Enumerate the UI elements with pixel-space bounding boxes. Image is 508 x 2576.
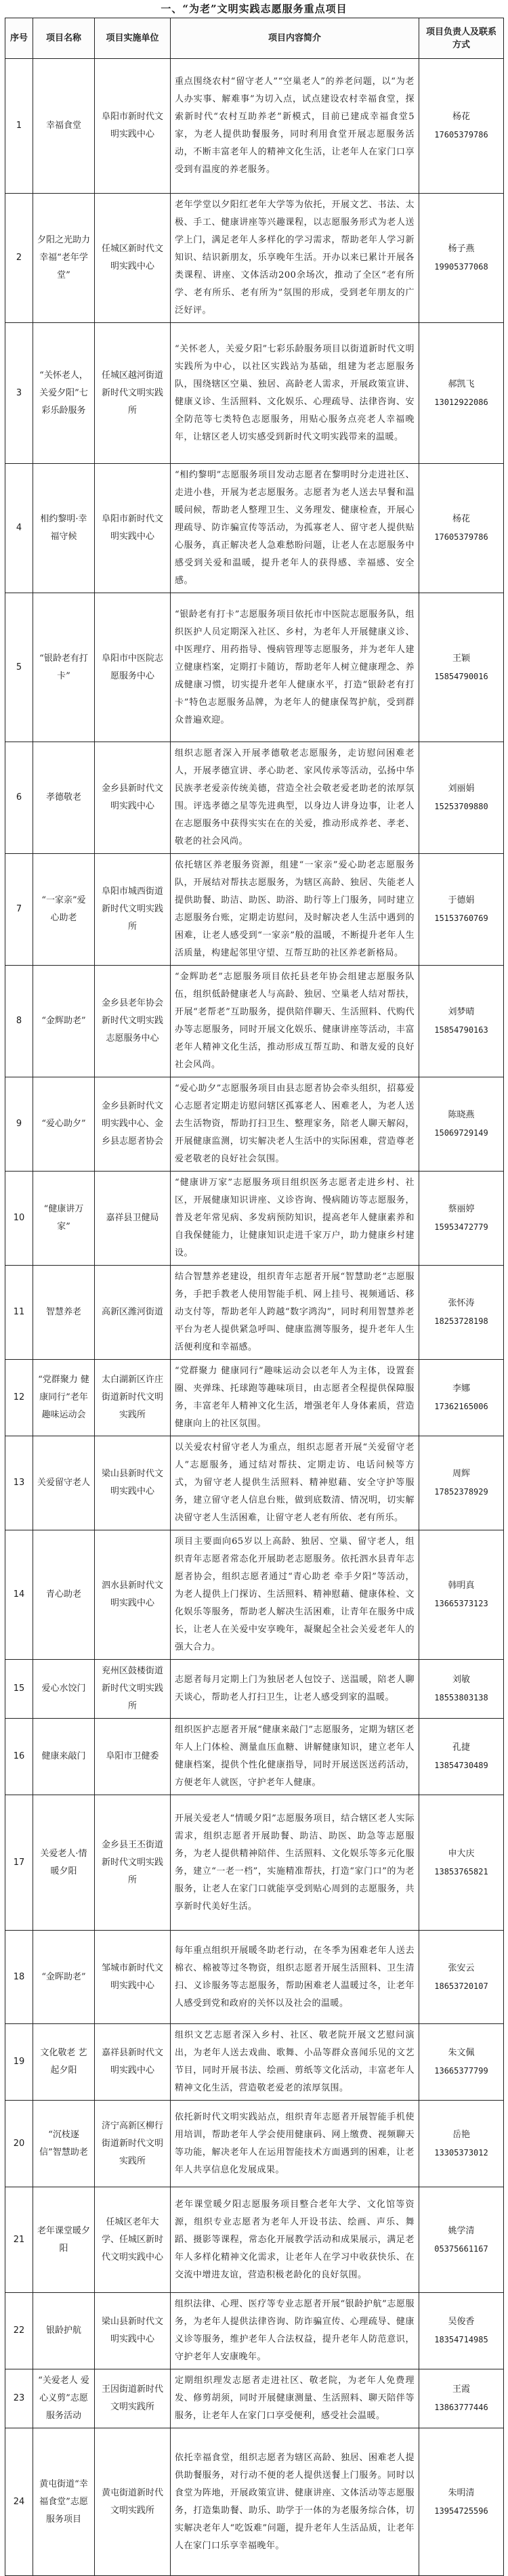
table-row	[5, 1360, 504, 1436]
contact-phone-number: 18354714985	[434, 2335, 488, 2344]
cell-no: 16	[5, 1719, 33, 1795]
table-row	[5, 1436, 504, 1530]
cell-implementing-unit: 嘉祥县新时代文明实践中心	[95, 2024, 171, 2101]
cell-contact	[419, 1795, 504, 1931]
cell-no: 14	[5, 1530, 33, 1660]
table-row	[5, 742, 504, 854]
cell-contact	[419, 1931, 504, 2024]
contact-phone-number: 15854790016	[434, 671, 488, 681]
contact-person-name: 姚学清	[448, 2225, 475, 2236]
cell-no: 11	[5, 1266, 33, 1360]
cell-project-description: 依托新时代文明实践站点，组织青年志愿者开展智能手机使用培训，帮助老年人学会使用健康码、网上缴费、视频聊天等功能，解决老年人在运用智能技术方面遇到的困难，让老年人共享信息化发展成果。	[171, 2101, 419, 2187]
cell-project-name: 健康来敲门	[33, 1719, 95, 1795]
cell-implementing-unit: 金乡县老年协会新时代文明实践志愿服务中心	[95, 966, 171, 1077]
cell-implementing-unit: 梁山县新时代文明实践中心	[95, 1436, 171, 1530]
contact-phone-number: 13665377799	[434, 2066, 488, 2076]
projects-table	[5, 18, 504, 2576]
cell-implementing-unit: 阜阳市新时代文明实践中心	[95, 59, 171, 194]
table-row	[5, 2369, 504, 2428]
table-row	[5, 2187, 504, 2293]
contact-person-name: 刘丽娟	[448, 783, 475, 794]
cell-project-description: “关怀老人，关爱夕阳”七彩乐龄服务项目以街道新时代文明实践所为中心，以社区实践站为基础，组建为老志愿服务队，围绕辖区空巢、独居、高龄老人需求，开展政策宣讲、健康义诊、生活照料、文化娱乐、心理疏导、法律咨询、安全防范等七类特色志愿服务，用贴心服务点亮老人幸福晚年，让辖区老人切实感受到新时代文明实践带来的温暖。	[171, 323, 419, 464]
contact-person-name: 李娜	[452, 1383, 470, 1394]
cell-project-description: 项目主要面向65岁以上高龄、独居、空巢、留守老人，组织青年志愿者常态化开展助老志愿服务。依托泗水县青年志愿者协会，组织志愿者通过“青心助老 牵手夕阳”等活动，为老人提供上门探访、生活照料、精神慰藉、健康体检、文化娱乐等服务，帮助老人解决生活困难，让青年在服务中成长，让老人在关爱中安享晚年，凝聚起全社会关爱老年人的强大合力。	[171, 1530, 419, 1660]
contact-person-name: 王颖	[452, 653, 470, 664]
cell-implementing-unit: 金乡县王丕街道新时代文明实践所	[95, 1795, 171, 1931]
cell-project-name: “爱心助夕”	[33, 1077, 95, 1172]
cell-project-description: 志愿者每月定期上门为独居老人包饺子、送温暖，陪老人聊天谈心，帮助老人打扫卫生，让老人感受到家的温暖。	[171, 1660, 419, 1719]
cell-contact	[419, 966, 504, 1077]
cell-project-name: “金辉助老”	[33, 966, 95, 1077]
contact-phone-number: 15069729149	[434, 1128, 488, 1138]
cell-project-name: 关爱留守老人	[33, 1436, 95, 1530]
cell-project-name: “金晖助老”	[33, 1931, 95, 2024]
cell-no: 15	[5, 1660, 33, 1719]
cell-project-description: “银龄老有打卡”志愿服务项目依托市中医院志愿服务队，组织医护人员定期深入社区、乡村，为老年人开展健康义诊、中医理疗、用药指导、慢病管理等志愿服务，并为老年人建立健康档案，定期打卡随访，帮助老年人树立健康理念、养成健康习惯，切实提升老年人健康水平，打造“银龄老有打卡”特色志愿服务品牌，为老年人的健康保驾护航，受到群众普遍欢迎。	[171, 593, 419, 742]
cell-implementing-unit: 济宁高新区柳行街道新时代文明实践所	[95, 2101, 171, 2187]
cell-project-name: 黄屯街道“幸福食堂”志愿服务项目	[33, 2428, 95, 2576]
cell-contact	[419, 2187, 504, 2293]
contact-person-name: 杨子燕	[448, 244, 475, 254]
table-header-row	[5, 18, 504, 59]
contact-phone-number: 13854730489	[434, 1761, 488, 1770]
cell-no: 22	[5, 2293, 33, 2369]
cell-project-description: 老年学堂以夕阳红老年大学等为依托，开展文艺、书法、太极、手工、健康讲座等兴趣课程，以志愿服务形式为老人送学上门，满足老年人多样化的学习需求，帮助老年人学习新知识、结识新朋友，乐享晚年生活。开办以来已累计开展各类课程、讲座、文体活动200余场次，推动了全区“老有所学、老有所乐、老有所为”氛围的形成，受到老年朋友的广泛好评。	[171, 194, 419, 323]
cell-project-name: “关爱老人 爱心义剪”志愿服务活动	[33, 2369, 95, 2428]
contact-phone-number: 18653720107	[434, 1981, 488, 1991]
table-row	[5, 1266, 504, 1360]
table-row	[5, 1660, 504, 1719]
cell-implementing-unit: 兖州区鼓楼街道新时代文明实践所	[95, 1660, 171, 1719]
cell-project-description: 定期组织理发志愿者走进社区、敬老院，为老年人免费理发、修剪胡须，同时开展健康测量、生活照料、聊天陪伴等服务，让老年人在家门口享受便利，感受社会温暖。	[171, 2369, 419, 2428]
cell-implementing-unit: 任城区老年大学、任城区新时代文明实践中心	[95, 2187, 171, 2293]
cell-contact	[419, 1719, 504, 1795]
cell-no: 23	[5, 2369, 33, 2428]
contact-person-name: 朱文佩	[448, 2048, 475, 2058]
header-desc: 项目内容简介	[171, 18, 419, 59]
cell-project-name: 银龄护航	[33, 2293, 95, 2369]
cell-implementing-unit: 金乡县新时代文明实践中心、金乡县志愿者协会	[95, 1077, 171, 1172]
contact-person-name: 吴俊香	[448, 2317, 475, 2327]
table-row	[5, 1719, 504, 1795]
contact-person-name: 郝凯飞	[448, 379, 475, 389]
contact-phone-number: 17852378929	[434, 1487, 488, 1497]
contact-person-name: 周辉	[452, 1469, 470, 1479]
cell-project-description: 结合智慧养老建设，组织青年志愿者开展“智慧助老”志愿服务，手把手教老人使用智能手机、网上挂号、视频通话、移动支付等，帮助老年人跨越“数字鸿沟”，同时利用智慧养老平台为老人提供紧急呼叫、健康监测等服务，提升老年人生活便利度和幸福感。	[171, 1266, 419, 1360]
cell-contact	[419, 2101, 504, 2187]
cell-project-name: 爱心水饺门	[33, 1660, 95, 1719]
cell-contact	[419, 854, 504, 966]
contact-person-name: 申大庆	[448, 1848, 475, 1859]
cell-project-description: 以关爱农村留守老人为重点，组织志愿者开展“关爱留守老人”志愿服务，通过结对帮扶、定期走访、电话问候等方式，为留守老人提供生活照料、精神慰藉、安全守护等服务，建立留守老人信息台账，做到底数清、情况明，切实解决留守老人生活困难，让留守老人老有所依、老有所乐。	[171, 1436, 419, 1530]
cell-no: 7	[5, 854, 33, 966]
table-row	[5, 2428, 504, 2576]
cell-implementing-unit: 高新区潍河街道	[95, 1266, 171, 1360]
cell-no: 13	[5, 1436, 33, 1530]
cell-project-description: “相约黎明”志愿服务项目发动志愿者在黎明时分走进社区、走进小巷，开展为老志愿服务。志愿者为老人送去早餐和温暖问候，帮助老人整理卫生、义务理发、健康检查，开展心理疏导、防诈骗宣传等活动，为孤寡老人、留守老人提供贴心服务，真正解决老人急难愁盼问题，让老人在志愿服务中感受到关爱和温暖，提升老年人的获得感、幸福感、安全感。	[171, 464, 419, 593]
cell-no: 21	[5, 2187, 33, 2293]
contact-phone-number: 18253728198	[434, 1316, 488, 1326]
cell-project-name: “党群聚力 健康同行”老年趣味运动会	[33, 1360, 95, 1436]
table-row	[5, 1931, 504, 2024]
contact-person-name: 孔捷	[452, 1742, 470, 1753]
contact-person-name: 张安云	[448, 1962, 475, 1973]
contact-person-name: 王霞	[452, 2384, 470, 2395]
cell-contact	[419, 593, 504, 742]
table-row	[5, 323, 504, 464]
cell-project-name: “关怀老人，关爱夕阳”七彩乐龄服务	[33, 323, 95, 464]
contact-phone-number: 13305373012	[434, 2147, 488, 2158]
cell-no: 24	[5, 2428, 33, 2576]
cell-project-description: 依托幸福食堂，组织志愿者为辖区高龄、独居、困难老人提供助餐服务，对行动不便的老人提供送餐上门服务。同时以食堂为阵地，开展政策宣讲、健康讲座、文体活动等志愿服务，打造集助餐、助乐、助学于一体的为老服务综合体，切实解决老年人“吃饭难”问题，提升老年人生活品质，让老年人在家门口乐享幸福晚年。	[171, 2428, 419, 2576]
cell-project-description: 组织文艺志愿者深入乡村、社区、敬老院开展文艺慰问演出，为老年人送去戏曲、歌舞、小品等群众喜闻乐见的文艺节目，同时开展书法、绘画、剪纸等文化活动，丰富老年人精神文化生活，营造敬老爱老的浓厚氛围。	[171, 2024, 419, 2101]
contact-phone-number: 17605379786	[434, 532, 488, 542]
table-row	[5, 464, 504, 593]
contact-phone-number: 18553803138	[434, 1693, 488, 1702]
contact-person-name: 杨花	[452, 514, 470, 524]
cell-no: 10	[5, 1172, 33, 1266]
contact-person-name: 刘敏	[452, 1675, 470, 1685]
contact-person-name: 韩明真	[448, 1581, 475, 1591]
contact-phone-number: 15854790163	[434, 1025, 488, 1035]
cell-implementing-unit: 太白湖新区许庄街道新时代文明实践所	[95, 1360, 171, 1436]
contact-person-name: 刘梦晴	[448, 1007, 475, 1017]
cell-no: 8	[5, 966, 33, 1077]
cell-project-description: 组织法律、心理、医疗等专业志愿者开展“银龄护航”志愿服务，为老年人提供法律咨询、防诈骗宣传、心理疏导、健康义诊等服务，维护老年人合法权益，提升老年人防范意识，守护老年人安康晚年。	[171, 2293, 419, 2369]
cell-project-name: 孝德敬老	[33, 742, 95, 854]
contact-phone-number: 19905377068	[434, 262, 488, 272]
cell-no: 20	[5, 2101, 33, 2187]
cell-implementing-unit: 金乡县新时代文明实践中心	[95, 742, 171, 854]
header-name: 项目名称	[33, 18, 95, 59]
cell-no: 1	[5, 59, 33, 194]
cell-contact	[419, 1436, 504, 1530]
contact-person-name: 朱明清	[448, 2487, 475, 2498]
table-row	[5, 2293, 504, 2369]
cell-implementing-unit: 阜阳市卫健委	[95, 1719, 171, 1795]
contact-phone-number: 13954725596	[434, 2506, 488, 2516]
contact-phone-number: 13012922086	[434, 397, 488, 407]
cell-project-name: 夕阳之光助力幸福“老年学堂”	[33, 194, 95, 323]
cell-project-description: “健康讲万家”志愿服务项目组织医务志愿者走进乡村、社区，开展健康知识讲座、义诊咨询、慢病随访等志愿服务，普及老年常见病、多发病预防知识，提高老年人健康素养和自我保健能力，让健康知识走进千家万户，助力健康乡村建设。	[171, 1172, 419, 1266]
cell-no: 2	[5, 194, 33, 323]
cell-contact	[419, 1660, 504, 1719]
contact-phone-number: 13863777446	[434, 2403, 488, 2412]
contact-person-name: 杨花	[452, 112, 470, 122]
cell-project-description: “金辉助老”志愿服务项目依托县老年协会组建志愿服务队伍，组织低龄健康老人与高龄、独居、空巢老人结对帮扶，开展“老帮老”互助服务，提供陪伴聊天、生活照料、代购代办等志愿服务，同时开展文化娱乐、健康讲座等活动，丰富老年人精神文化生活，推动形成互帮互助、和谐友爱的良好社会风尚。	[171, 966, 419, 1077]
cell-implementing-unit: 泗水县新时代文明实践中心	[95, 1530, 171, 1660]
cell-project-description: 每年重点组织开展暖冬助老行动，在冬季为困难老年人送去棉衣、棉被等过冬物资，组织志愿者开展生活照料、卫生清扫、义诊服务等志愿服务，帮助困难老人温暖过冬，让老年人感受到党和政府的关怀以及社会的温暖。	[171, 1931, 419, 2024]
table-row	[5, 2024, 504, 2101]
table-row	[5, 2101, 504, 2187]
cell-contact	[419, 2293, 504, 2369]
table-row	[5, 1172, 504, 1266]
contact-phone-number: 17362165006	[434, 1402, 488, 1411]
cell-no: 19	[5, 2024, 33, 2101]
cell-no: 6	[5, 742, 33, 854]
cell-contact	[419, 323, 504, 464]
cell-project-name: “健康讲万家”	[33, 1172, 95, 1266]
cell-contact	[419, 59, 504, 194]
cell-no: 9	[5, 1077, 33, 1172]
cell-no: 4	[5, 464, 33, 593]
table-row	[5, 194, 504, 323]
cell-implementing-unit: 任城区新时代文明实践中心	[95, 194, 171, 323]
cell-contact	[419, 2024, 504, 2101]
cell-contact	[419, 194, 504, 323]
cell-project-name: 关爱老人·情暖夕阳	[33, 1795, 95, 1931]
cell-implementing-unit: 阜阳市中医院志愿服务中心	[95, 593, 171, 742]
cell-project-name: “沉枝逐信”智慧助老	[33, 2101, 95, 2187]
cell-contact	[419, 1172, 504, 1266]
cell-contact	[419, 2369, 504, 2428]
cell-contact	[419, 1530, 504, 1660]
header-contact: 项目负责人及联系方式	[419, 18, 504, 59]
cell-project-name: “一家亲”爱心助老	[33, 854, 95, 966]
cell-implementing-unit: 阜阳市城西街道新时代文明实践所	[95, 854, 171, 966]
cell-implementing-unit: 阜阳市新时代文明实践中心	[95, 464, 171, 593]
cell-contact	[419, 742, 504, 854]
table-row	[5, 593, 504, 742]
cell-project-name: 文化敬老 艺起夕阳	[33, 2024, 95, 2101]
cell-project-description: “爱心助夕”志愿服务项目由县志愿者协会牵头组织，招募爱心志愿者定期走访慰问辖区孤寡老人、困难老人，为老人送去生活物资，帮助打扫卫生、整理家务，陪老人聊天解闷，开展健康监测，切实解决老人生活中的实际困难，营造尊老爱老敬老的良好社会氛围。	[171, 1077, 419, 1172]
cell-contact	[419, 1077, 504, 1172]
cell-project-name: 青心助老	[33, 1530, 95, 1660]
cell-project-description: 重点围绕农村“留守老人”“空巢老人”的养老问题，以“为老人办实事、解难事”为切入点，试点建设农村幸福食堂，探索新时代“农村互助养老”新模式，目前已建成幸福食堂5家，为老人提供助餐服务，同时利用食堂开展志愿服务活动，不断丰富老年人的精神文化生活，让老年人在家门口享受到有温度的养老服务。	[171, 59, 419, 194]
cell-no: 5	[5, 593, 33, 742]
cell-implementing-unit: 梁山县新时代文明实践中心	[95, 2293, 171, 2369]
cell-contact	[419, 464, 504, 593]
contact-person-name: 蔡丽婷	[448, 1204, 475, 1214]
contact-person-name: 岳艳	[452, 2129, 470, 2140]
cell-no: 18	[5, 1931, 33, 2024]
cell-project-description: “党群聚力 健康同行”趣味运动会以老年人为主体，设置套圈、夹弹珠、托球跑等趣味项目，由志愿者全程提供保障服务，丰富老年人精神文化生活，增强老年人身体素质，营造健康向上的社区氛围。	[171, 1360, 419, 1436]
cell-project-name: 智慧养老	[33, 1266, 95, 1360]
cell-contact	[419, 1360, 504, 1436]
cell-no: 3	[5, 323, 33, 464]
cell-implementing-unit: 任城区越河街道新时代文明实践所	[95, 323, 171, 464]
cell-project-description: 开展关爱老人“情暖夕阳”志愿服务项目，结合辖区老人实际需求，组织志愿者开展助餐、助洁、助医、助急等志愿服务，为老人提供精神陪伴、生活照料、文化娱乐等多元化服务，建立“一老一档”，实施精准帮扶，打造“家门口”的为老服务，让老人在家门口就能享受到贴心周到的志愿服务，共享新时代美好生活。	[171, 1795, 419, 1931]
cell-project-description: 老年课堂暖夕阳志愿服务项目整合老年大学、文化馆等资源，组织专业志愿者为老年人开设书法、绘画、声乐、舞蹈、摄影等课程，常态化开展教学活动和成果展示，满足老年人多样化精神文化需求，让老年人在学习中收获快乐、在交流中增进友谊，营造积极老龄化的良好氛围。	[171, 2187, 419, 2293]
contact-phone-number: 13665373123	[434, 1599, 488, 1608]
table-row	[5, 1530, 504, 1660]
contact-phone-number: 05375661167	[434, 2244, 488, 2254]
cell-project-description: 组织医护志愿者开展“健康来敲门”志愿服务，定期为辖区老年人上门体检、测量血压血糖、讲解健康知识，建立老年人健康档案，提供个性化健康指导，同时开展送医送药活动，方便老年人就医，守护老年人健康。	[171, 1719, 419, 1795]
cell-project-name: “银龄老有打卡”	[33, 593, 95, 742]
cell-project-description: 组织志愿者深入开展孝德敬老志愿服务，走访慰问困难老人，开展孝德宣讲、孝心助老、家风传承等活动，弘扬中华民族孝老爱亲传统美德，营造全社会敬老爱老助老的浓厚氛围。评选孝德之星等先进典型，以身边人讲身边事，让老人在志愿服务中获得实实在在的关爱，推动形成养老、孝老、敬老的社会风尚。	[171, 742, 419, 854]
cell-project-name: 相约黎明·幸福守候	[33, 464, 95, 593]
cell-no: 17	[5, 1795, 33, 1931]
contact-person-name: 于德娟	[448, 895, 475, 905]
contact-person-name: 陈晓燕	[448, 1110, 475, 1120]
table-row	[5, 854, 504, 966]
cell-contact	[419, 2428, 504, 2576]
table-row	[5, 966, 504, 1077]
cell-project-name: 老年课堂暖夕阳	[33, 2187, 95, 2293]
contact-phone-number: 15253709880	[434, 802, 488, 811]
document-title: 一、“为老”文明实践志愿服务重点项目	[161, 3, 347, 15]
cell-implementing-unit: 王因街道新时代文明实践所	[95, 2369, 171, 2428]
cell-implementing-unit: 黄屯街道新时代文明实践所	[95, 2428, 171, 2576]
contact-phone-number: 17605379786	[434, 130, 488, 139]
cell-implementing-unit: 邹城市新时代文明实践中心	[95, 1931, 171, 2024]
cell-no: 12	[5, 1360, 33, 1436]
contact-phone-number: 15153760769	[434, 914, 488, 923]
contact-phone-number: 13853765821	[434, 1866, 488, 1876]
cell-contact	[419, 1266, 504, 1360]
cell-project-description: 依托辖区养老服务资源，组建“一家亲”爱心助老志愿服务队，开展结对帮扶志愿服务，为辖区高龄、独居、失能老人提供助餐、助洁、助医、助浴、助行等上门服务，同时建立志愿服务台账，定期走访慰问，及时解决老人生活中遇到的困难，让老人感受到“一家亲”般的温暖，不断提升老年人生活质量，构建起邻里守望、互帮互助的社区养老新格局。	[171, 854, 419, 966]
header-unit: 项目实施单位	[95, 18, 171, 59]
table-row	[5, 1795, 504, 1931]
contact-person-name: 张怀涛	[448, 1298, 475, 1308]
table-row	[5, 1077, 504, 1172]
cell-implementing-unit: 嘉祥县卫健局	[95, 1172, 171, 1266]
cell-project-name: 幸福食堂	[33, 59, 95, 194]
contact-phone-number: 15953472779	[434, 1222, 488, 1232]
header-no: 序号	[5, 18, 33, 59]
table-row	[5, 59, 504, 194]
